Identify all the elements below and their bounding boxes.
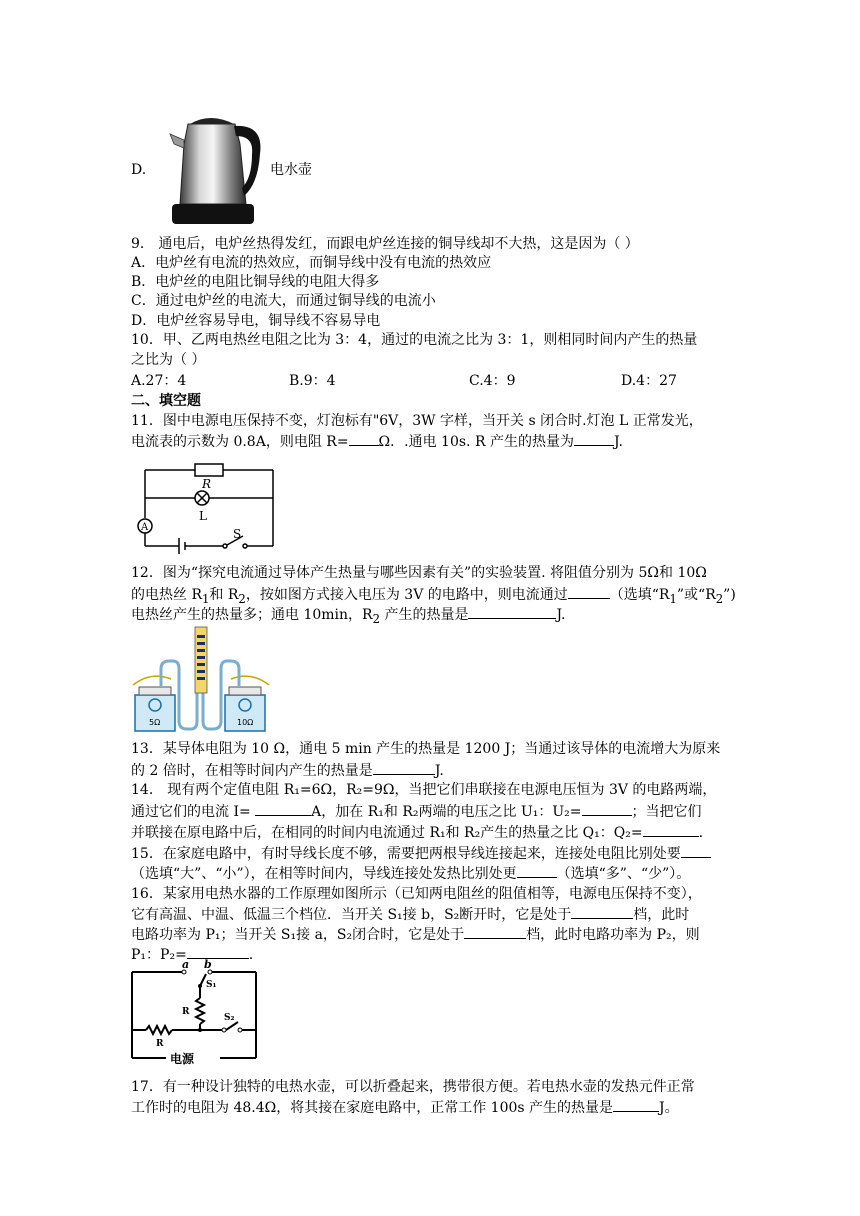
q14-text-b: A，加在 R₁和 R₂两端的电压之比 U₁：U₂= xyxy=(311,804,582,820)
q9-option-d: D．电炉丝容易导电，铜导线不容易导电 xyxy=(131,313,381,329)
q15-blank-2[interactable] xyxy=(517,863,557,878)
kettle-image xyxy=(160,104,270,228)
q12-text-f: ”) xyxy=(723,587,736,603)
q15-line2 xyxy=(131,863,690,884)
q12-sub: 2 xyxy=(238,591,246,606)
q16-text-b: 档，此时 xyxy=(633,907,690,923)
label-l: L xyxy=(199,509,207,523)
q10-option-a: A.27：4 xyxy=(131,373,187,389)
section-title: 二、填空题 xyxy=(131,393,201,409)
q10-option-b: B.9：4 xyxy=(289,373,336,389)
q15-text-a: 15．在家庭电路中，有时导线长度不够，需要把两根导线连接起来，连接处电阻比别处要 xyxy=(131,846,681,862)
q17-text-a: 工作时的电阻为 48.4Ω，将其接在家庭电路中，正常工作 100s 产生的热量是 xyxy=(131,1100,614,1116)
q12-text-a: 的电热丝 R xyxy=(131,587,202,603)
label-10ohm: 10Ω xyxy=(237,718,254,727)
q15-text-c: （选填“多”、“少”）。 xyxy=(556,866,691,882)
label-power-source: 电源 xyxy=(170,1052,195,1066)
q14-blank-1[interactable] xyxy=(255,801,311,816)
q10-option-d: D.4：27 xyxy=(621,373,677,389)
label-r: R xyxy=(202,477,212,491)
q17-line2 xyxy=(131,1097,679,1118)
q16-line2 xyxy=(131,904,689,925)
q16-text-f: . xyxy=(248,947,254,963)
label-a: a xyxy=(182,958,190,971)
q14-text-c: ；当把它们 xyxy=(631,804,702,820)
q15-blank-1[interactable] xyxy=(681,843,711,858)
q13-line1: 13．某导体电阻为 10 Ω，通电 5 min 产生的热量是 1200 J；当通过该导体的电流增大为原来 xyxy=(131,741,721,757)
q12-sub: 1 xyxy=(202,591,210,606)
q16-blank-2[interactable] xyxy=(464,924,526,939)
q12-text-b: 和 R xyxy=(209,587,239,603)
q14-blank-3[interactable] xyxy=(643,822,699,837)
label-r-vertical: R xyxy=(182,1007,190,1017)
q16-text-a: 它有高温、中温、低温三个档位．当开关 S₁接 b，S₂断开时，它是处于 xyxy=(131,907,572,923)
q13-text-a: 的 2 倍时，在相等时间内产生的热量是 xyxy=(131,763,373,779)
q13-blank[interactable] xyxy=(373,760,435,775)
q12-text-c: ，按如图方式接入电压为 3V 的电路中，则电流通过 xyxy=(245,587,568,603)
q14-text-e: . xyxy=(698,825,704,841)
q14-line1: 14． 现有两个定值电阻 R₁=6Ω，R₂=9Ω，当把它们串联接在电源电压恒为 3V 的电路两端， xyxy=(131,782,717,798)
label-b: b xyxy=(204,958,212,971)
q14-text-a: 通过它们的电流 I= xyxy=(131,804,256,820)
q16-text-c: 电路功率为 P₁；当开关 S₁接 a，S₂闭合时，它是处于 xyxy=(131,927,465,943)
q16-text-d: 档，此时电路功率为 P₂，则 xyxy=(526,927,700,943)
q12-text-i: J. xyxy=(556,607,566,623)
q12-blank-1[interactable] xyxy=(568,584,610,599)
q9-stem: 9． 通电后，电炉丝热得发红，而跟电炉丝连接的铜导线却不大热，这是因为（ ） xyxy=(131,236,639,252)
q11-blank-2[interactable] xyxy=(574,431,614,446)
q12-sub: 1 xyxy=(669,591,677,606)
q17-blank[interactable] xyxy=(613,1097,659,1112)
q16-circuit-diagram xyxy=(126,958,262,1066)
option-letter: D. xyxy=(131,162,147,178)
q12-text-g: 电热丝产生的热量多；通电 10min，R xyxy=(131,607,373,623)
q14-line3 xyxy=(131,822,703,843)
q17-line1: 17．有一种设计独特的电热水壶，可以折叠起来，携带很方便。若电热水壶的发热元件正常 xyxy=(131,1079,695,1095)
q13-text-b: J. xyxy=(434,763,444,779)
q13-line2 xyxy=(131,760,444,781)
q12-text-h: 产生的热量是 xyxy=(380,607,469,623)
q11-text-b: Ω．.通电 10s. R 产生的热量为 xyxy=(378,434,574,450)
q12-text-e: ”或“R xyxy=(676,587,716,603)
q11-text-c: J. xyxy=(613,434,623,450)
q11-text-a: 电流表的示数为 0.8A，则电阻 R= xyxy=(131,434,349,450)
kettle-caption: 电水壶 xyxy=(270,162,312,178)
q8-option-d xyxy=(131,160,146,180)
label-s1: S₁ xyxy=(206,980,217,990)
q9-option-b: B．电炉丝的电阻比铜导线的电阻大得多 xyxy=(131,274,380,290)
q9-option-c: C．通过电炉丝的电流大，而通过铜导线的电流小 xyxy=(131,293,436,309)
q14-line2 xyxy=(131,801,702,822)
q16-line3 xyxy=(131,924,700,945)
q17-text-b: J。 xyxy=(659,1100,679,1116)
q10-stem-line1: 10．甲、乙两电热丝电阻之比为 3：4，通过的电流之比为 3：1，则相同时间内产生的热量 xyxy=(131,332,698,348)
q11-line2 xyxy=(131,431,623,452)
label-ammeter: A xyxy=(141,522,149,533)
q12-sub: 2 xyxy=(715,591,724,606)
q16-text-e: P₁：P₂= xyxy=(131,947,187,963)
q10-option-c: C.4：9 xyxy=(469,373,516,389)
q11-blank-1[interactable] xyxy=(349,431,379,446)
label-r-horizontal: R xyxy=(156,1039,164,1049)
q12-blank-2[interactable] xyxy=(468,604,556,619)
q12-sub: 2 xyxy=(372,611,380,626)
q9-option-a: A．电炉丝有电流的热效应，而铜导线中没有电流的热效应 xyxy=(131,255,492,271)
q10-stem-line2: 之比为（ ） xyxy=(131,352,206,368)
q15-text-b: （选填“大”、“小”），在相等时间内，导线连接处发热比别处更 xyxy=(131,866,517,882)
q15-line1 xyxy=(131,843,711,864)
q14-blank-2[interactable] xyxy=(582,801,632,816)
q11-line1: 11．图中电源电压保持不变，灯泡标有"6V，3W 字样，当开关 s 闭合时.灯泡 L 正常发光， xyxy=(131,413,703,429)
label-5ohm: 5Ω xyxy=(149,718,161,727)
q12-apparatus-diagram xyxy=(131,625,271,735)
label-s2: S₂ xyxy=(224,1013,235,1023)
q11-circuit-diagram xyxy=(131,458,281,554)
q16-blank-1[interactable] xyxy=(571,904,633,919)
q16-line1: 16．某家用电热水器的工作原理如图所示（已知两电阻丝的阻值相等，电源电压保持不变）， xyxy=(131,886,702,902)
label-switch: S xyxy=(233,527,242,541)
q16-blank-3[interactable] xyxy=(187,944,249,959)
q12-line1: 12．图为“探究电流通过导体产生热量与哪些因素有关”的实验装置. 将阻值分别为 5Ω和 10Ω xyxy=(131,565,707,581)
q12-text-d: （选填“R xyxy=(609,587,670,603)
q14-text-d: 并联接在原电路中后，在相同的时间内电流通过 R₁和 R₂产生的热量之比 Q₁：Q₂= xyxy=(131,825,643,841)
